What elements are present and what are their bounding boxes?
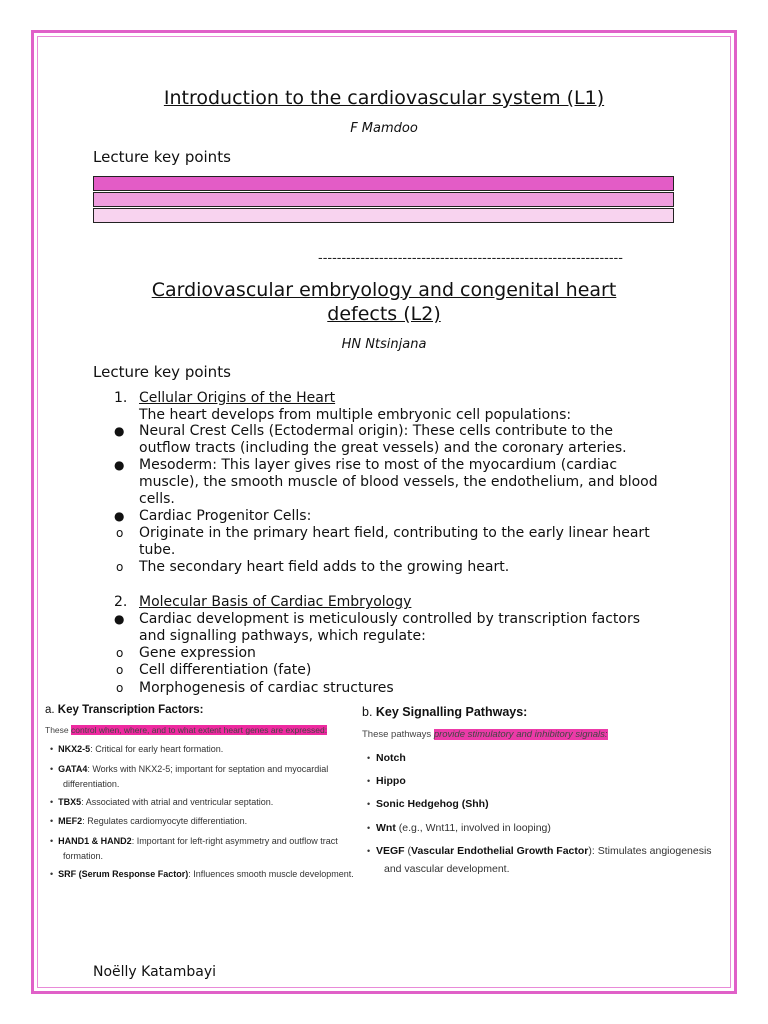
list-item: • HAND1 & HAND2: Important for left-right asymmetry and outflow tract	[50, 836, 338, 846]
section1-bullet-line: cells.	[139, 491, 175, 507]
section1-bullet-line: Mesoderm: This layer gives rise to most of the myocardium (cardiac	[139, 457, 618, 473]
section1-number: 1.	[114, 390, 128, 406]
highlighted-text: control when, where, and to what extent heart genes are expressed:	[71, 725, 328, 735]
bullet-dot: ●	[114, 612, 125, 626]
section2-bullet-line1: Cardiac development is meticulously controlled by transcription factors	[139, 611, 641, 627]
section1-sub-line: Originate in the primary heart field, contributing to the early linear heart	[139, 525, 650, 541]
list-item: • Notch	[367, 752, 406, 764]
section1-bullet-line: Neural Crest Cells (Ectodermal origin): These cells contribute to the	[139, 423, 614, 439]
section1-bullet-line: muscle), the smooth muscle of blood vessels, the endothelium, and blood	[139, 474, 658, 490]
lecture2-title-line2: defects (L2)	[327, 303, 441, 325]
key-points-band-3	[93, 208, 674, 223]
sub-bullet-circle: o	[116, 681, 124, 695]
list-item-continuation: and vascular development.	[384, 863, 510, 875]
bullet-dot: ●	[114, 458, 125, 472]
key-points-band-1	[93, 176, 674, 191]
bullet-dot: ●	[114, 424, 125, 438]
section-separator: -----------------------------------------------------------------	[318, 251, 623, 266]
lecture2-title-line1: Cardiovascular embryology and congenital heart	[151, 279, 617, 301]
footer-author: Noëlly Katambayi	[93, 964, 217, 980]
snippet-right-heading: b. Key Signalling Pathways:	[362, 705, 528, 719]
highlighted-text: provide stimulatory and inhibitory signals:	[433, 729, 608, 740]
section2-number: 2.	[114, 594, 128, 610]
section1-bullet-line: Cardiac Progenitor Cells:	[139, 508, 312, 524]
key-points-band-2	[93, 192, 674, 207]
snippet-left-subtitle: These control when, where, and to what extent heart genes are expressed:	[45, 725, 328, 735]
lecture1-title: Introduction to the cardiovascular system (L1)	[163, 87, 605, 109]
list-item: • MEF2: Regulates cardiomyocyte differentiation.	[50, 816, 248, 826]
lecture1-key-points-label: Lecture key points	[93, 148, 231, 166]
list-item: • NKX2-5: Critical for early heart formation.	[50, 744, 224, 754]
section2-bullet-line2: and signalling pathways, which regulate:	[139, 628, 426, 644]
list-item: • GATA4: Works with NKX2-5; important for septation and myocardial	[50, 764, 329, 774]
list-item: • Hippo	[367, 775, 406, 787]
sub-bullet-circle: o	[116, 560, 124, 574]
bullet-dot: ●	[114, 509, 125, 523]
section1-intro: The heart develops from multiple embryonic cell populations:	[139, 407, 572, 423]
section2-sub-line: Morphogenesis of cardiac structures	[139, 680, 394, 696]
lecture2-author: HN Ntsinjana	[341, 337, 427, 352]
section2-sub-line: Gene expression	[139, 645, 256, 661]
snippet-left-heading: a. Key Transcription Factors:	[45, 704, 204, 716]
lecture1-author: F Mamdoo	[350, 121, 418, 136]
sub-bullet-circle: o	[116, 526, 124, 540]
list-item-continuation: differentiation.	[63, 779, 120, 789]
list-item: • VEGF (Vascular Endothelial Growth Factor): Stimulates angiogenesis	[367, 845, 712, 857]
section1-sub-line: The secondary heart field adds to the growing heart.	[139, 559, 510, 575]
list-item-continuation: formation.	[63, 851, 104, 861]
section1-bullet-line: outflow tracts (including the great vessels) and the coronary arteries.	[139, 440, 627, 456]
section2-heading: Molecular Basis of Cardiac Embryology	[139, 594, 412, 610]
sub-bullet-circle: o	[116, 663, 124, 677]
section1-sub-line: tube.	[139, 542, 176, 558]
section1-heading: Cellular Origins of the Heart	[139, 390, 336, 406]
sub-bullet-circle: o	[116, 646, 124, 660]
list-item: • Wnt (e.g., Wnt11, involved in looping)	[367, 822, 551, 834]
section2-sub-line: Cell differentiation (fate)	[139, 662, 312, 678]
lecture2-key-points-label: Lecture key points	[93, 363, 231, 381]
snippet-right-subtitle: These pathways provide stimulatory and inhibitory signals:	[362, 729, 608, 740]
list-item: • TBX5: Associated with atrial and ventricular septation.	[50, 797, 274, 807]
list-item: • Sonic Hedgehog (Shh)	[367, 798, 489, 810]
list-item: • SRF (Serum Response Factor): Influences smooth muscle development.	[50, 869, 354, 879]
